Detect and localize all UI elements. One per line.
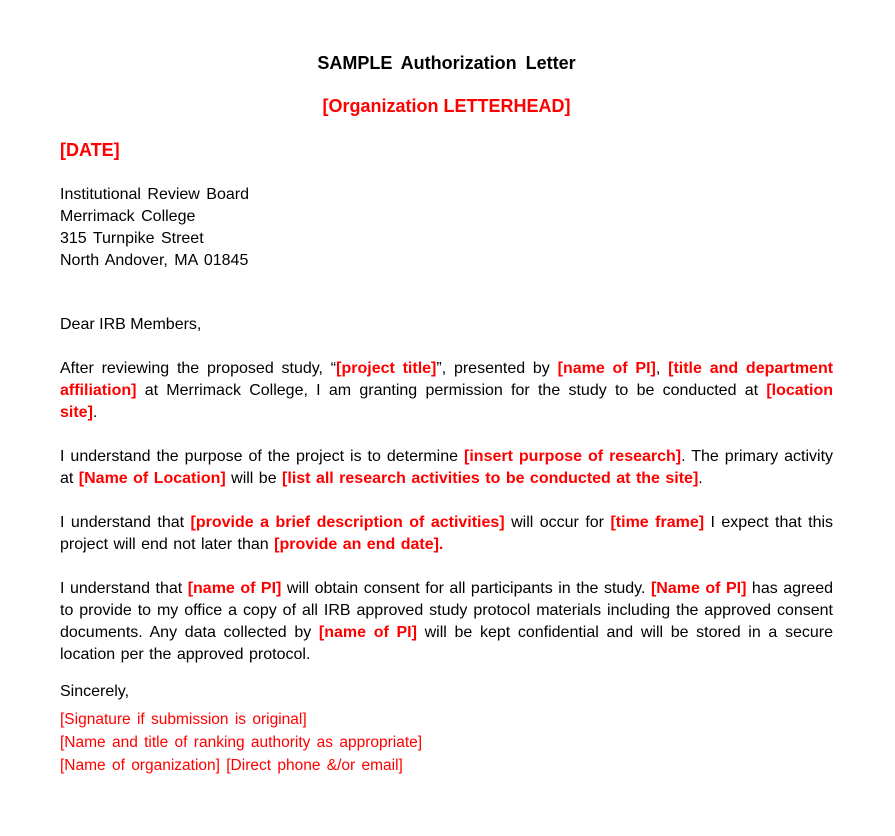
placeholder-segment: [Name of Location] [78, 470, 226, 487]
date-placeholder: [DATE] [60, 140, 120, 160]
address-line: Institutional Review Board [60, 186, 249, 203]
document-title: SAMPLE Authorization Letter [317, 53, 576, 73]
text-segment: . [698, 470, 703, 487]
text-segment: will occur for [504, 514, 611, 531]
signature-placeholder-line: [Signature if submission is original] [60, 711, 307, 728]
placeholder-segment: [location site] [60, 382, 833, 421]
text-segment: will obtain consent for all participants in the study. [281, 580, 651, 597]
placeholder-segment: [name of PI] [557, 360, 656, 377]
text-segment: After reviewing the proposed study, “ [60, 360, 337, 377]
address-line: Merrimack College [60, 208, 196, 225]
text-segment: has agreed to provide to my office a copy of all IRB approved study protocol materials including the approved consent documents. Any data collected by [60, 580, 834, 641]
signature-placeholder-line: [Name and title of ranking authority as appropriate] [60, 734, 423, 751]
text-segment: at Merrimack College, I am granting permission for the study to be conducted at [136, 382, 767, 399]
text-segment: I understand the purpose of the project is to determine [60, 448, 465, 465]
placeholder-segment: [provide a brief description of activities] [190, 514, 505, 531]
address-line: North Andover, MA 01845 [60, 252, 249, 269]
body-paragraph [60, 578, 833, 666]
body-paragraph [60, 512, 833, 556]
text-segment: I expect that this project will end not later than [60, 514, 834, 553]
address-line: 315 Turnpike Street [60, 230, 204, 247]
text-segment: will be [225, 470, 283, 487]
placeholder-segment: [Name of PI] [650, 580, 747, 597]
text-segment: . The primary activity at [60, 448, 834, 487]
placeholder-segment: [name of PI] [318, 624, 417, 641]
body-paragraph [60, 358, 833, 424]
text-segment: I understand that [60, 580, 188, 597]
placeholder-segment: [provide an end date]. [274, 536, 444, 553]
placeholder-segment: [insert purpose of research] [464, 448, 682, 465]
text-segment: ”, presented by [436, 360, 558, 377]
salutation: Dear IRB Members, [60, 316, 202, 333]
letterhead-placeholder: [Organization LETTERHEAD] [322, 96, 571, 116]
placeholder-segment: [title and department affiliation] [60, 360, 834, 399]
placeholder-segment: [name of PI] [187, 580, 282, 597]
text-segment: will be kept confidential and will be stored in a secure location per the approved protocol. [60, 624, 834, 663]
signature-block [60, 708, 833, 777]
text-segment: I understand that [60, 514, 191, 531]
placeholder-segment: [project title] [336, 360, 437, 377]
text-segment: . [92, 404, 98, 421]
signature-placeholder-line: [Name of organization] [Direct phone &/or email] [60, 757, 403, 774]
closing: Sincerely, [60, 683, 130, 700]
text-segment: , [655, 360, 669, 377]
body-paragraph [60, 446, 833, 490]
recipient-address [60, 184, 833, 272]
placeholder-segment: [list all research activities to be conducted at the site] [282, 470, 699, 487]
placeholder-segment: [time frame] [610, 514, 705, 531]
